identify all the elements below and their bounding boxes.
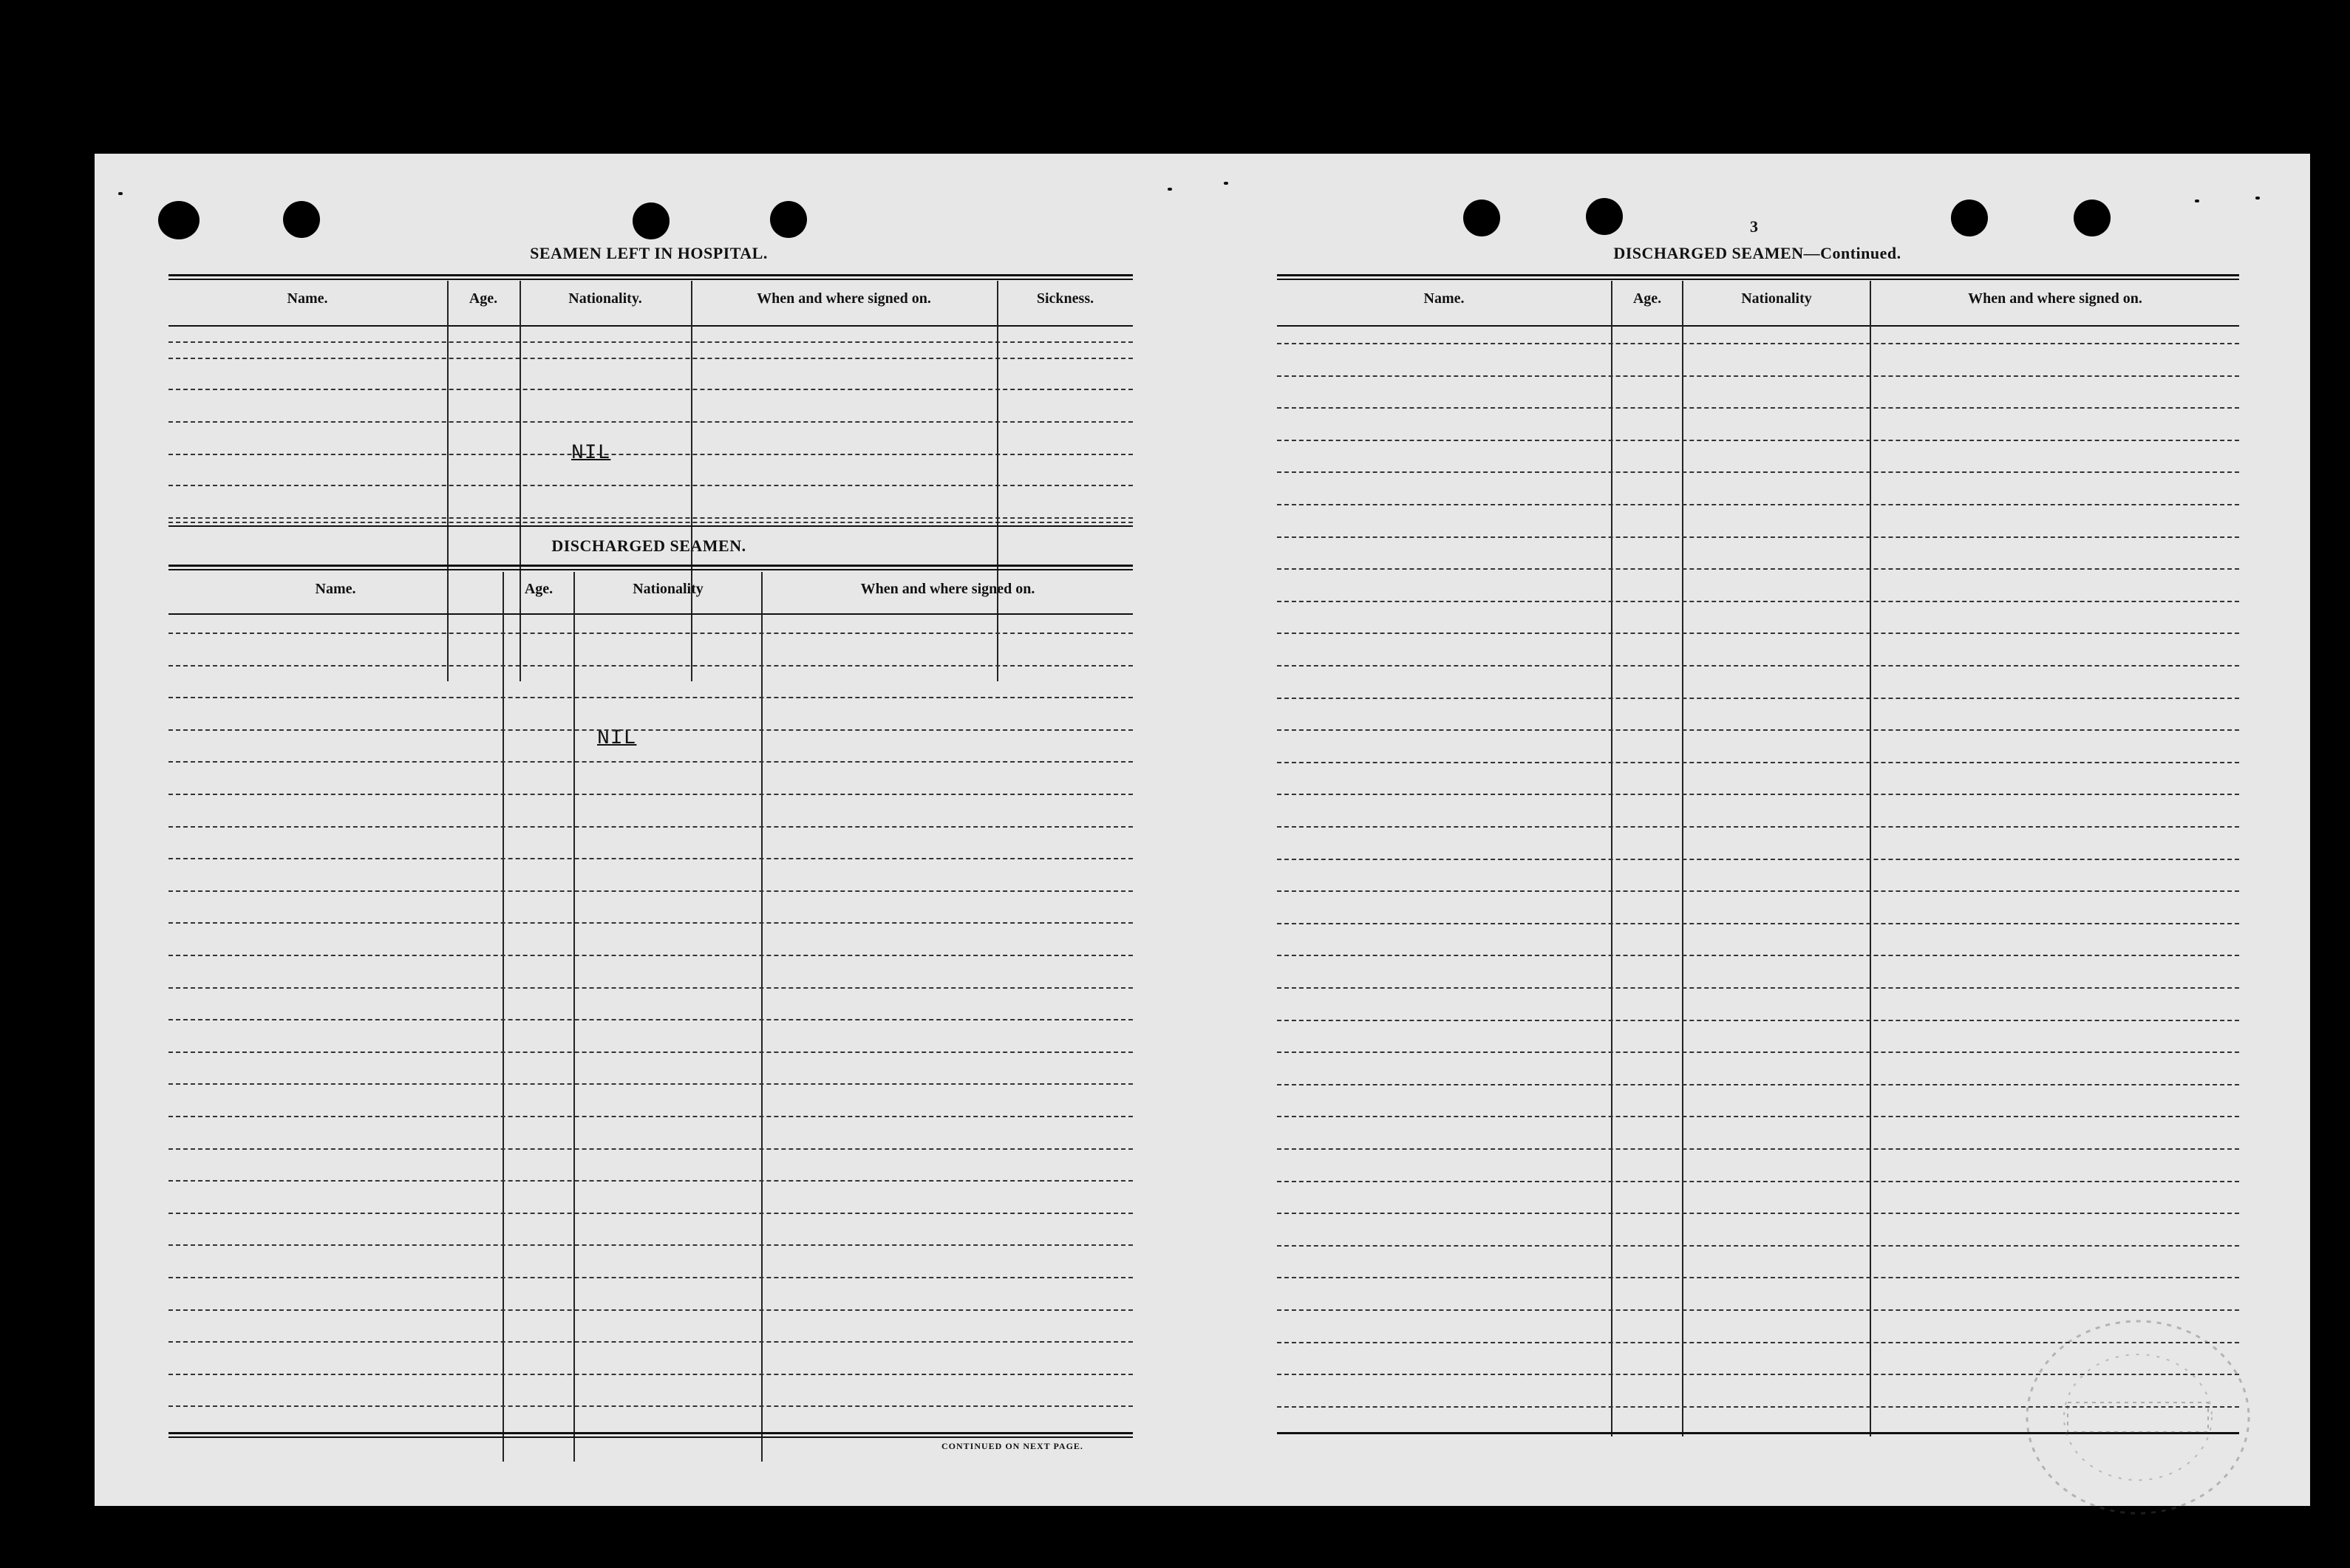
rule xyxy=(1277,279,2239,280)
column-divider xyxy=(997,281,998,681)
ruled-line xyxy=(168,1213,1133,1214)
ruled-line xyxy=(168,517,1133,519)
ruled-line xyxy=(168,761,1133,763)
page-number: 3 xyxy=(1750,217,1758,236)
ruled-line xyxy=(168,1019,1133,1020)
ruled-line xyxy=(168,858,1133,859)
ruled-line xyxy=(1277,504,2239,505)
ruled-line xyxy=(168,890,1133,892)
rule xyxy=(168,1432,1133,1434)
ruled-line xyxy=(168,794,1133,795)
punch-hole xyxy=(1951,200,1988,236)
punch-hole xyxy=(283,201,320,238)
hospital-section-title: SEAMEN LEFT IN HOSPITAL. xyxy=(530,244,768,262)
ruled-line xyxy=(168,358,1133,359)
hospital-col-signed-on: When and where signed on. xyxy=(757,290,931,307)
rule xyxy=(1277,325,2239,327)
ruled-line xyxy=(168,922,1133,924)
hospital-col-name: Name. xyxy=(287,290,328,307)
ruled-line xyxy=(168,1374,1133,1375)
rule xyxy=(168,565,1133,567)
discharged-col-nationality: Nationality xyxy=(633,581,704,597)
ruled-line xyxy=(1277,375,2239,377)
continued-note: CONTINUED ON NEXT PAGE. xyxy=(941,1441,1083,1451)
column-divider xyxy=(520,281,521,681)
ruled-line xyxy=(168,341,1133,343)
ruled-line xyxy=(1277,1084,2239,1085)
ruled-line xyxy=(1277,536,2239,538)
punch-hole xyxy=(2074,200,2111,236)
punch-hole xyxy=(633,202,670,239)
ruled-line xyxy=(1277,633,2239,634)
column-divider xyxy=(573,572,575,1462)
ruled-line xyxy=(1277,1148,2239,1150)
ruled-line xyxy=(168,1309,1133,1311)
ruled-line xyxy=(168,1341,1133,1343)
ruled-line xyxy=(168,1116,1133,1117)
ruled-line xyxy=(1277,568,2239,570)
rule xyxy=(168,569,1133,570)
ruled-line xyxy=(1277,955,2239,956)
ruled-line xyxy=(1277,729,2239,731)
ruled-line xyxy=(1277,923,2239,924)
ruled-line xyxy=(1277,665,2239,667)
speck xyxy=(118,192,123,195)
ruled-line xyxy=(1277,343,2239,344)
ruled-line xyxy=(168,389,1133,390)
ruled-line xyxy=(168,729,1133,731)
discharged-col-signed-on: When and where signed on. xyxy=(860,581,1035,597)
ruled-line xyxy=(1277,1374,2239,1375)
ruled-line xyxy=(168,421,1133,423)
punch-hole xyxy=(158,201,200,239)
rule xyxy=(1277,274,2239,276)
ruled-line xyxy=(1277,826,2239,828)
ruled-line xyxy=(168,1148,1133,1150)
discharged-col-name: Name. xyxy=(315,581,356,597)
ruled-line xyxy=(1277,1181,2239,1182)
ruled-line xyxy=(1277,1245,2239,1247)
ruled-line xyxy=(168,1051,1133,1053)
ruled-line xyxy=(1277,859,2239,860)
ruled-line xyxy=(168,1277,1133,1278)
ruled-line xyxy=(1277,890,2239,892)
column-divider xyxy=(761,572,763,1462)
ruled-line xyxy=(1277,762,2239,763)
ruled-line xyxy=(1277,440,2239,441)
rule xyxy=(168,613,1133,615)
discharged-nil-entry: NIL xyxy=(597,727,637,750)
ruled-line xyxy=(168,1180,1133,1182)
ruled-line xyxy=(168,1083,1133,1085)
ruled-line xyxy=(1277,1020,2239,1021)
punch-hole xyxy=(1586,198,1623,235)
rule xyxy=(168,1436,1133,1438)
ruled-line xyxy=(1277,601,2239,602)
ruled-line xyxy=(168,1405,1133,1407)
ruled-line xyxy=(168,955,1133,956)
ruled-line xyxy=(1277,1116,2239,1117)
column-divider xyxy=(503,572,504,1462)
ruled-line xyxy=(1277,407,2239,409)
rule xyxy=(168,525,1133,527)
speck xyxy=(2255,197,2260,200)
ruled-line xyxy=(168,522,1133,523)
hospital-col-sickness: Sickness. xyxy=(1036,290,1094,307)
speck xyxy=(1168,188,1172,191)
rule xyxy=(168,325,1133,327)
discharged-col-age: Age. xyxy=(524,581,554,597)
ruled-line xyxy=(1277,1213,2239,1214)
ruled-line xyxy=(1277,794,2239,795)
ruled-line xyxy=(168,1244,1133,1246)
ruled-line xyxy=(1277,1406,2239,1408)
ruled-line xyxy=(1277,1342,2239,1343)
document-sheet xyxy=(95,154,2310,1506)
ruled-line xyxy=(168,485,1133,486)
continued-col-signed-on: When and where signed on. xyxy=(1968,290,2142,307)
rule xyxy=(168,274,1133,276)
discharged-continued-title: DISCHARGED SEAMEN—Continued. xyxy=(1613,244,1901,262)
rule xyxy=(168,279,1133,280)
ruled-line xyxy=(1277,471,2239,473)
ruled-line xyxy=(1277,698,2239,699)
ruled-line xyxy=(168,454,1133,455)
continued-col-name: Name. xyxy=(1423,290,1465,307)
ruled-line xyxy=(168,826,1133,828)
continued-col-nationality: Nationality xyxy=(1741,290,1812,307)
ruled-line xyxy=(1277,1277,2239,1278)
speck xyxy=(2195,200,2199,202)
ruled-line xyxy=(168,697,1133,698)
ruled-line xyxy=(168,987,1133,989)
hospital-col-age: Age. xyxy=(469,290,498,307)
speck xyxy=(1224,182,1228,185)
continued-col-age: Age. xyxy=(1632,290,1662,307)
hospital-nil-entry: NIL xyxy=(571,442,611,465)
ruled-line xyxy=(168,665,1133,667)
ruled-line xyxy=(168,633,1133,634)
received-stamp xyxy=(2016,1306,2260,1528)
punch-hole xyxy=(1463,200,1500,236)
discharged-section-title: DISCHARGED SEAMEN. xyxy=(551,536,746,555)
hospital-col-nationality: Nationality. xyxy=(568,290,642,307)
column-divider xyxy=(447,281,449,681)
ruled-line xyxy=(1277,987,2239,989)
column-divider xyxy=(691,281,692,681)
ruled-line xyxy=(1277,1051,2239,1053)
punch-hole xyxy=(770,201,807,238)
ruled-line xyxy=(1277,1309,2239,1311)
